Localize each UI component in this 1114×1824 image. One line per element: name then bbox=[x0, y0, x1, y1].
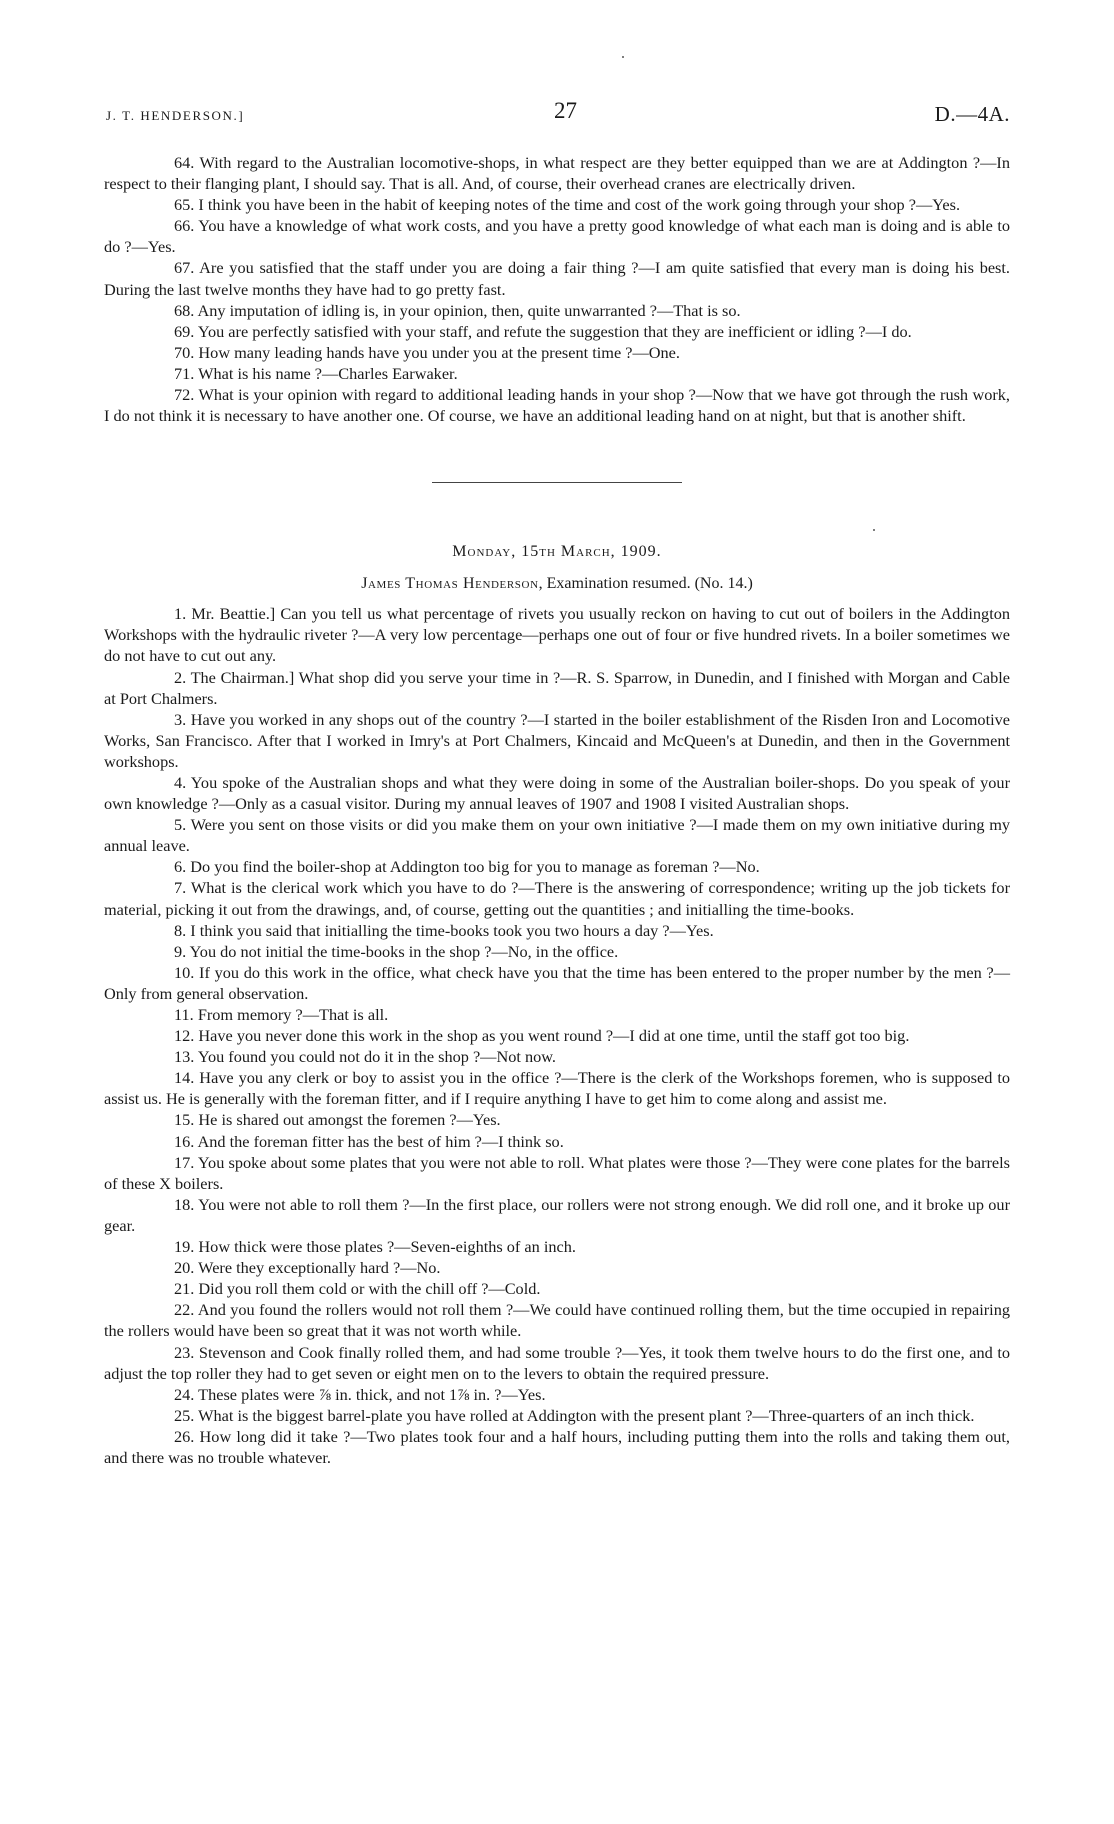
witness-name: James Thomas Henderson bbox=[361, 575, 539, 593]
paragraph-7: 7. What is the clerical work which you have to do ?—There is the answering of correspondence; writing up the job tickets for material, picking it out from the drawings, and, of course, getting out the quantities ; and initialling the time-books. bbox=[104, 878, 1010, 919]
paragraph-14: 14. Have you any clerk or boy to assist you in the office ?—There is the clerk of the Workshops foremen, who is supposed to assist us. He is generally with the foreman fitter, and if I require anything I have to get him to come along and assist me. bbox=[104, 1068, 1010, 1109]
paragraph-25: 25. What is the biggest barrel-plate you have rolled at Addington with the present plant ?—Three-quarters of an inch thick. bbox=[174, 1405, 975, 1425]
paragraph-26: 26. How long did it take ?—Two plates took four and a half hours, including putting them into the rolls and taking them out, and there was no trouble whatever. bbox=[104, 1426, 1010, 1467]
paragraph-72: 72. What is your opinion with regard to additional leading hands in your shop ?—Now that we have got through the rush work, I do not think it is necessary to have another one. Of course, we have an additional leading hand on at night, but that is another shift. bbox=[104, 385, 1010, 426]
examination-note: , Examination resumed. (No. 14.) bbox=[538, 575, 753, 593]
header-witness: J. T. HENDERSON.] bbox=[106, 108, 245, 123]
speck bbox=[622, 56, 624, 58]
paragraph-68: 68. Any imputation of idling is, in your opinion, then, quite unwarranted ?—That is so. bbox=[174, 300, 741, 320]
paragraph-64: 64. With regard to the Australian locomotive-shops, in what respect are they better equipped than we are at Addington ?—In respect to their flanging plant, I should say. That is all. And, of course, their overhead cranes are electrically driven. bbox=[104, 153, 1010, 194]
paragraph-65: 65. I think you have been in the habit of keeping notes of the time and cost of the work going through your shop ?—Yes. bbox=[174, 195, 961, 215]
paragraph-69: 69. You are perfectly satisfied with your staff, and refute the suggestion that they are inefficient or idling ?—I do. bbox=[174, 321, 912, 341]
paragraph-5: 5. Were you sent on those visits or did you make them on your own initiative ?—I made them on my own initiative during my annual leave. bbox=[104, 815, 1010, 856]
second-section bbox=[104, 541, 1010, 1468]
date-heading: Monday, 15th March, 1909. bbox=[452, 543, 662, 561]
paragraph-18: 18. You were not able to roll them ?—In the first place, our rollers were not strong enough. We did roll one, and it broke up our gear. bbox=[104, 1194, 1010, 1235]
paragraph-1: 1. Mr. Beattie.] Can you tell us what percentage of rivets you usually reckon on having to cut out of boilers in the Addington Workshops with the hydraulic riveter ?—A very low percentage—perhaps one out of four or five hundred rivets. In a boiler sometimes we do not have to cut out any. bbox=[104, 604, 1010, 666]
section-divider bbox=[432, 482, 682, 483]
witness-line bbox=[104, 573, 1010, 595]
page-header bbox=[104, 100, 1010, 130]
paragraph-10: 10. If you do this work in the office, what check have you that the time has been entered to the proper number by the men ?—Only from general observation. bbox=[104, 962, 1010, 1003]
first-section bbox=[104, 152, 1010, 426]
paragraph-71: 71. What is his name ?—Charles Earwaker. bbox=[174, 363, 458, 383]
paragraph-22: 22. And you found the rollers would not roll them ?—We could have continued rolling them, but the time occupied in repairing the rollers would have been so great that it was not worth while. bbox=[104, 1300, 1010, 1341]
paragraph-6: 6. Do you find the boiler-shop at Addington too big for you to manage as foreman ?—No. bbox=[174, 857, 760, 877]
document-page bbox=[104, 100, 1010, 1468]
paragraph-15: 15. He is shared out amongst the foremen ?—Yes. bbox=[174, 1110, 501, 1130]
paragraph-4: 4. You spoke of the Australian shops and what they were doing in some of the Australian boiler-shops. Do you speak of your own knowledge ?—Only as a casual visitor. During my annual leaves of 1907 and 1908 I visited Australian shops. bbox=[104, 772, 1010, 814]
paragraph-19: 19. How thick were those plates ?—Seven-eighths of an inch. bbox=[174, 1237, 576, 1257]
paragraph-20: 20. Were they exceptionally hard ?—No. bbox=[174, 1258, 441, 1278]
paragraph-11: 11. From memory ?—That is all. bbox=[174, 1005, 389, 1024]
paragraph-13: 13. You found you could not do it in the shop ?—Not now. bbox=[174, 1047, 557, 1067]
paragraph-17: 17. You spoke about some plates that you were not able to roll. What plates were those ?—They were cone plates for the barrels of these X boilers. bbox=[104, 1152, 1010, 1193]
paragraph-21: 21. Did you roll them cold or with the chill off ?—Cold. bbox=[174, 1279, 541, 1299]
paragraph-23: 23. Stevenson and Cook finally rolled them, and had some trouble ?—Yes, it took them twelve hours to do the first one, and to adjust the top roller they had to get seven or eight men on to the levers to obtain the required pressure. bbox=[104, 1342, 1010, 1383]
paragraph-70: 70. How many leading hands have you under you at the present time ?—One. bbox=[174, 342, 680, 362]
document-reference: D.—4A. bbox=[934, 102, 1010, 126]
paragraph-16: 16. And the foreman fitter has the best of him ?—I think so. bbox=[174, 1131, 564, 1151]
paragraph-9: 9. You do not initial the time-books in the shop ?—No, in the office. bbox=[174, 941, 619, 961]
paragraph-66: 66. You have a knowledge of what work costs, and you have a pretty good knowledge of what each man is doing and is able to do ?—Yes. bbox=[104, 216, 1010, 257]
paragraph-12: 12. Have you never done this work in the shop as you went round ?—I did at one time, until the staff got too big. bbox=[174, 1026, 910, 1046]
paragraph-3: 3. Have you worked in any shops out of the country ?—I started in the boiler establishment of the Risden Iron and Locomotive Works, San Francisco. After that I worked in Imry's at Port Chalmers, Kincaid and McQueen's at Dunedin, and then in the Government workshops. bbox=[104, 709, 1010, 771]
page-number: 27 bbox=[554, 98, 577, 123]
paragraph-2: 2. The Chairman.] What shop did you serve your time in ?—R. S. Sparrow, in Dunedin, and I finished with Morgan and Cable at Port Chalmers. bbox=[104, 667, 1010, 708]
paragraph-24: 24. These plates were ⅞ in. thick, and not 1⅞ in. ?—Yes. bbox=[174, 1384, 546, 1404]
paragraph-67: 67. Are you satisfied that the staff under you are doing a fair thing ?—I am quite satisfied that every man is doing his best. During the last twelve months they have had to go pretty fast. bbox=[104, 258, 1010, 299]
paragraph-8: 8. I think you said that initialling the time-books took you two hours a day ?—Yes. bbox=[174, 920, 714, 940]
